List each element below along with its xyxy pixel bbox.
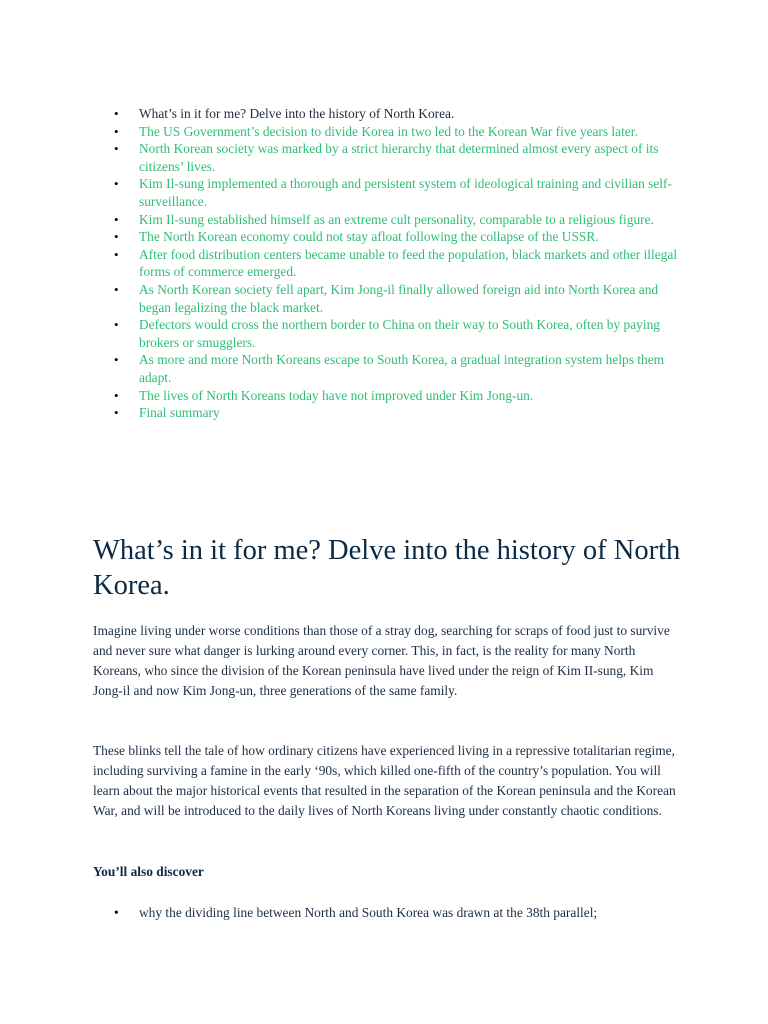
toc-link[interactable]: • The lives of North Koreans today have not improved under Kim Jong-un.: [93, 387, 693, 405]
toc-link[interactable]: • Final summary: [93, 404, 693, 422]
toc-link[interactable]: • The US Government’s decision to divide Korea in two led to the Korean War five years later.: [93, 123, 693, 141]
toc-link[interactable]: • North Korean society was marked by a strict hierarchy that determined almost every aspect of its citizens’ lives.: [93, 140, 693, 175]
table-of-contents: [93, 105, 693, 422]
toc-link[interactable]: • Kim Il-sung established himself as an extreme cult personality, comparable to a religious figure.: [93, 211, 693, 229]
discover-item: • why the dividing line between North and South Korea was drawn at the 38th parallel;: [93, 903, 693, 923]
overview-paragraph: These blinks tell the tale of how ordinary citizens have experienced living in a repressive totalitarian regime, including surviving a famine in the early ‘90s, which killed one-fifth of the country’s population. You will learn about the major historical events that resulted in the separation of the Korean peninsula and the Korean War, and will be introduced to the daily lives of North Koreans living under constantly chaotic conditions.: [93, 743, 676, 818]
toc-item: • What’s in it for me? Delve into the history of North Korea.: [93, 105, 693, 123]
section-heading: What’s in it for me? Delve into the history of North Korea.: [93, 535, 681, 601]
toc-link[interactable]: • Defectors would cross the northern border to China on their way to South Korea, often by paying brokers or smugglers.: [93, 316, 693, 351]
discover-subheading: You’ll also discover: [93, 864, 204, 879]
toc-link[interactable]: • Kim Il-sung implemented a thorough and persistent system of ideological training and civilian self-surveillance.: [93, 175, 693, 210]
toc-link[interactable]: • The North Korean economy could not stay afloat following the collapse of the USSR.: [93, 228, 693, 246]
toc-link[interactable]: • As more and more North Koreans escape to South Korea, a gradual integration system helps them adapt.: [93, 351, 693, 386]
toc-link[interactable]: • As North Korean society fell apart, Kim Jong-il finally allowed foreign aid into North Korea and began legalizing the black market.: [93, 281, 693, 316]
intro-paragraph: Imagine living under worse conditions than those of a stray dog, searching for scraps of food just to survive and never sure what danger is lurking around every corner. This, in fact, is the reality for many North Koreans, who since the division of the Korean peninsula have lived under the reign of Kim II-sung, Kim Jong-il and now Kim Jong-un, three generations of the same family.: [93, 623, 670, 698]
toc-link[interactable]: • After food distribution centers became unable to feed the population, black markets and other illegal forms of commerce emerged.: [93, 246, 693, 281]
discover-list: [93, 903, 693, 923]
